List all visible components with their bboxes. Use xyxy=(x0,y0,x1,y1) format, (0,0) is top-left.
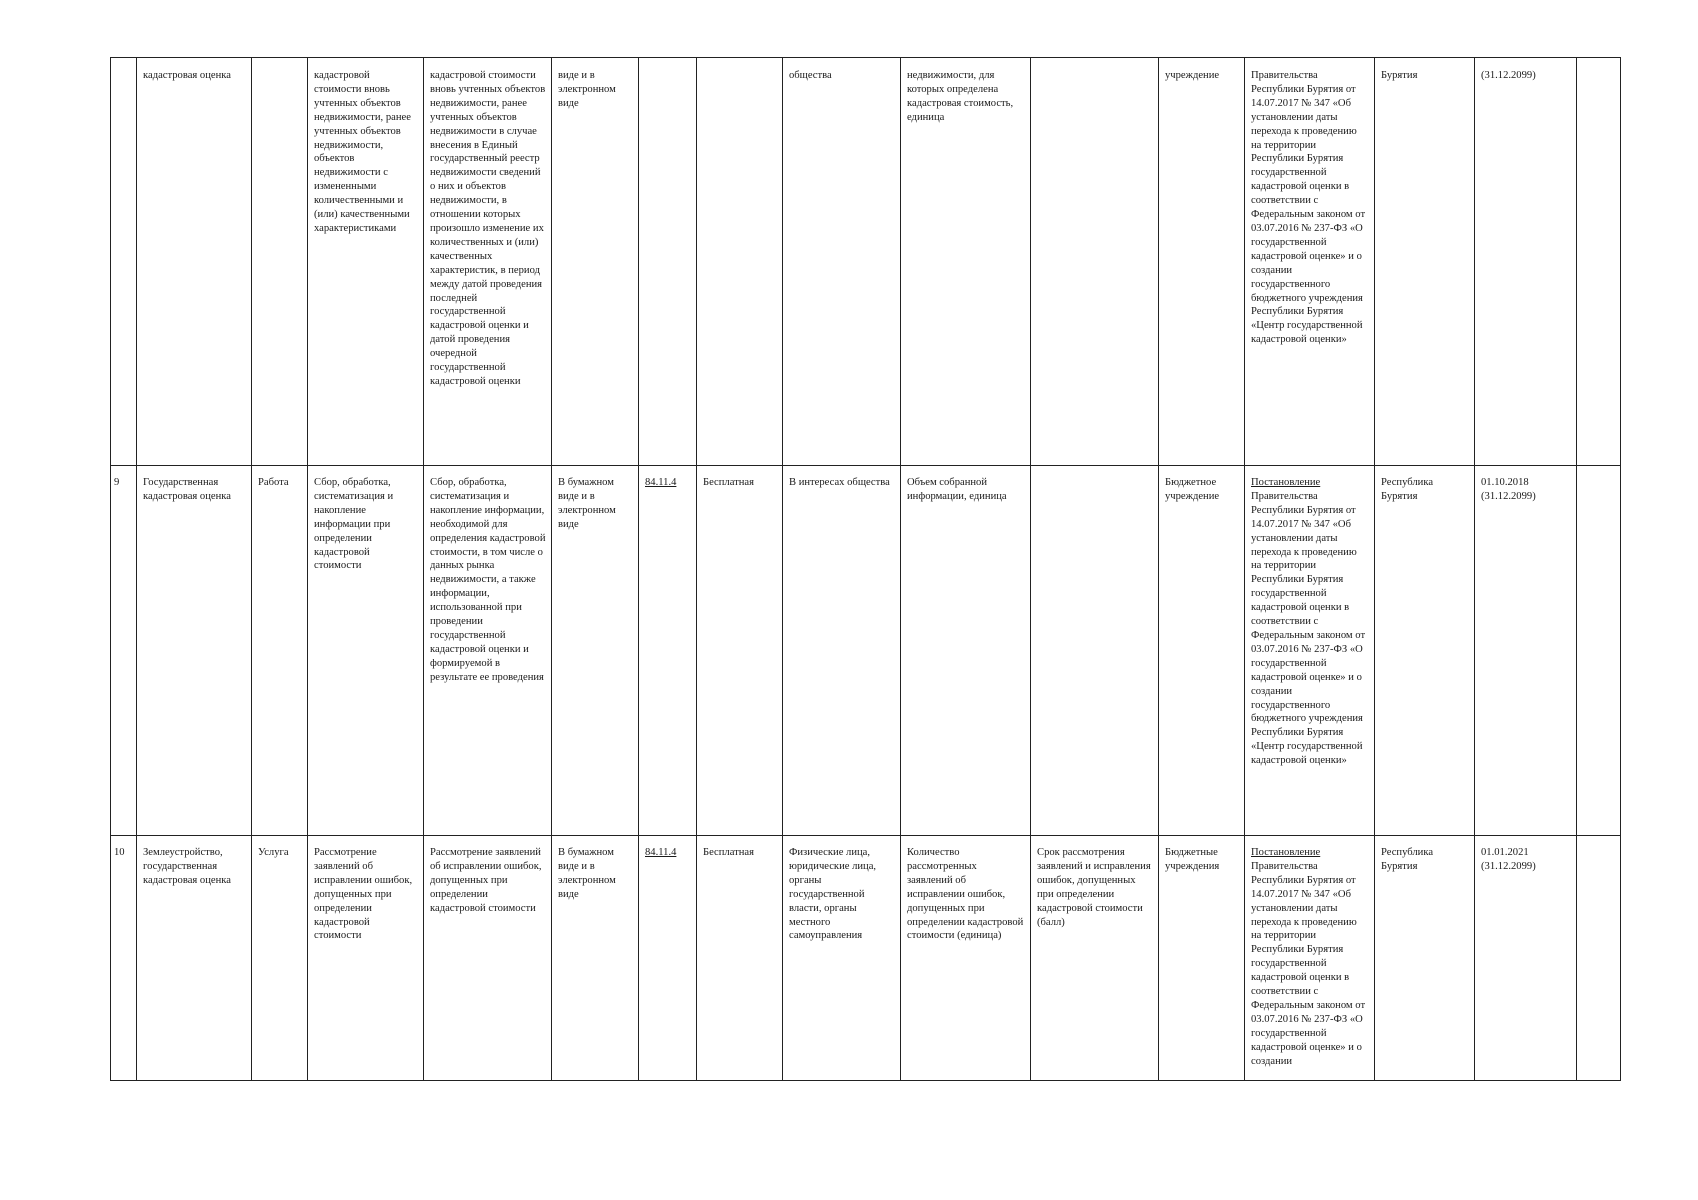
validity-dates-cell xyxy=(1475,836,1577,1081)
row-number-cell xyxy=(111,836,137,1081)
legal-act-text: Правительства Республики Бурятия от 14.07.2017 № 347 «Об установлении даты перехода к проведению на территории Республики Бурятия государственной кадастровой оценки в соответствии с Федеральным законом от 03.07.2016 № 237-ФЗ «О государственной кадастровой оценке» и о создании государственного бюджетного учреждения Республики Бурятия «Центр государственной кадастровой оценки» xyxy=(1251,70,1366,346)
payment-type: Бесплатная xyxy=(703,847,755,858)
extra-cell-cell xyxy=(1577,466,1621,836)
activity-name: Землеустройство, государственная кадастровая оценка xyxy=(143,847,231,886)
volume-indicator-cell xyxy=(901,58,1031,466)
legal-act-cell xyxy=(1245,836,1375,1081)
service-content-cell xyxy=(308,836,424,1081)
region-cell xyxy=(1375,836,1475,1081)
region-cell xyxy=(1375,58,1475,466)
service-type-cell xyxy=(252,836,308,1081)
validity-dates: 01.10.2018 (31.12.2099) xyxy=(1481,477,1536,502)
service-content: Сбор, обработка, систематизация и накопление информации при определении кадастровой стоимости xyxy=(314,477,394,572)
okved-code-cell xyxy=(639,58,697,466)
delivery-form: В бумажном виде и в электронном виде xyxy=(558,477,616,530)
delivery-form: виде и в электронном виде xyxy=(558,70,616,109)
row-number: 9 xyxy=(114,477,120,488)
extra-cell-cell xyxy=(1577,836,1621,1081)
quality-indicator-cell xyxy=(1031,58,1159,466)
validity-dates: (31.12.2099) xyxy=(1481,70,1536,81)
volume-indicator: Количество рассмотренных заявлений об исправлении ошибок, допущенных при определении кадастровой стоимости (единица) xyxy=(907,847,1024,942)
row-number-cell xyxy=(111,58,137,466)
service-content-cell xyxy=(308,466,424,836)
table-row xyxy=(111,466,1621,836)
legal-act-title: Постановление xyxy=(1251,477,1321,488)
quality-indicator: Срок рассмотрения заявлений и исправления ошибок, допущенных при определении кадастровой стоимости (балл) xyxy=(1037,847,1151,928)
quality-indicator-cell xyxy=(1031,466,1159,836)
payment-type-cell xyxy=(697,58,783,466)
services-table xyxy=(110,57,1621,1081)
legal-act-cell xyxy=(1245,466,1375,836)
service-type-cell xyxy=(252,58,308,466)
institution-type: Бюджетное учреждение xyxy=(1165,477,1220,502)
validity-dates-cell xyxy=(1475,58,1577,466)
table-row xyxy=(111,58,1621,466)
service-type: Работа xyxy=(258,477,289,488)
volume-indicator: Объем собранной информации, единица xyxy=(907,477,1007,502)
region: Республика Бурятия xyxy=(1381,477,1434,502)
service-content: Рассмотрение заявлений об исправлении ошибок, допущенных при определении кадастровой стоимости xyxy=(314,847,413,942)
delivery-form-cell xyxy=(552,466,639,836)
region-cell xyxy=(1375,466,1475,836)
region: Республика Бурятия xyxy=(1381,847,1434,872)
consumer-category: В интересах общества xyxy=(789,477,890,488)
service-content-detail: Сбор, обработка, систематизация и накопление информации, необходимой для определения кадастровой стоимости, в том числе о данных рынка недвижимости, а также информации, использованной при проведении государственной кадастровой оценки и формируемой в результате ее проведения xyxy=(430,477,546,683)
consumer-category: общества xyxy=(789,70,832,81)
consumer-category-cell xyxy=(783,836,901,1081)
activity-name-cell xyxy=(137,836,252,1081)
payment-type-cell xyxy=(697,466,783,836)
service-content-detail: Рассмотрение заявлений об исправлении ошибок, допущенных при определении кадастровой стоимости xyxy=(430,847,542,914)
delivery-form: В бумажном виде и в электронном виде xyxy=(558,847,616,900)
okved-code-cell xyxy=(639,836,697,1081)
institution-type: учреждение xyxy=(1165,70,1220,81)
activity-name: Государственная кадастровая оценка xyxy=(143,477,231,502)
legal-act-text: Правительства Республики Бурятия от 14.07.2017 № 347 «Об установлении даты перехода к проведению на территории Республики Бурятия государственной кадастровой оценки в соответствии с Федеральным законом от 03.07.2016 № 237-ФЗ «О государственной кадастровой оценке» и о создании xyxy=(1251,860,1366,1067)
activity-name-cell xyxy=(137,466,252,836)
institution-type-cell xyxy=(1159,58,1245,466)
activity-name: кадастровая оценка xyxy=(143,70,231,81)
validity-dates: 01.01.2021 (31.12.2099) xyxy=(1481,847,1536,872)
activity-name-cell xyxy=(137,58,252,466)
payment-type-cell xyxy=(697,836,783,1081)
service-content-detail-cell xyxy=(424,466,552,836)
consumer-category-cell xyxy=(783,58,901,466)
payment-type: Бесплатная xyxy=(703,477,755,488)
service-content-detail-cell xyxy=(424,836,552,1081)
table-row xyxy=(111,836,1621,1081)
service-content: кадастровой стоимости вновь учтенных объектов недвижимости, ранее учтенных объектов недвижимости, объектов недвижимости с измененными количественными и (или) качественными характеристиками xyxy=(314,70,411,234)
consumer-category-cell xyxy=(783,466,901,836)
extra-cell-cell xyxy=(1577,58,1621,466)
service-content-cell xyxy=(308,58,424,466)
service-content-detail: кадастровой стоимости вновь учтенных объектов недвижимости, ранее учтенных объектов недвижимости в случае внесения в Единый государственный реестр недвижимости сведений о них и объектов недвижимости, в отношении которых произошло изменение их количественных и (или) качественных характеристик, в период между датой проведения последней государственной кадастровой оценки и датой проведения очередной государственной кадастровой оценки xyxy=(430,70,546,387)
institution-type-cell xyxy=(1159,466,1245,836)
okved-code-cell xyxy=(639,466,697,836)
service-content-detail-cell xyxy=(424,58,552,466)
row-number-cell xyxy=(111,466,137,836)
legal-act-cell xyxy=(1245,58,1375,466)
volume-indicator-cell xyxy=(901,466,1031,836)
delivery-form-cell xyxy=(552,58,639,466)
institution-type: Бюджетные учреждения xyxy=(1165,847,1220,872)
service-type-cell xyxy=(252,466,308,836)
row-number: 10 xyxy=(114,847,125,858)
quality-indicator-cell xyxy=(1031,836,1159,1081)
okved-code: 84.11.4 xyxy=(645,477,677,488)
service-type: Услуга xyxy=(258,847,289,858)
validity-dates-cell xyxy=(1475,466,1577,836)
okved-code: 84.11.4 xyxy=(645,847,677,858)
consumer-category: Физические лица, юридические лица, органы государственной власти, органы местного самоуправления xyxy=(789,847,877,942)
volume-indicator: недвижимости, для которых определена кадастровая стоимость, единица xyxy=(907,70,1014,123)
volume-indicator-cell xyxy=(901,836,1031,1081)
region: Бурятия xyxy=(1381,70,1418,81)
institution-type-cell xyxy=(1159,836,1245,1081)
delivery-form-cell xyxy=(552,836,639,1081)
legal-act-title: Постановление xyxy=(1251,847,1321,858)
legal-act-text: Правительства Республики Бурятия от 14.07.2017 № 347 «Об установлении даты перехода к проведению на территории Республики Бурятия государственной кадастровой оценки в соответствии с Федеральным законом от 03.07.2016 № 237-ФЗ «О государственной кадастровой оценке» и о создании государственного бюджетного учреждения Республики Бурятия «Центр государственной кадастровой оценки» xyxy=(1251,490,1366,767)
